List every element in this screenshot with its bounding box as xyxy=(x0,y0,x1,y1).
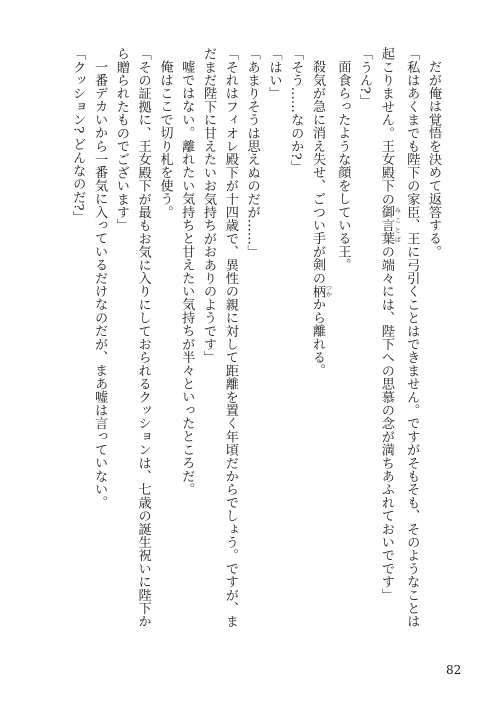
vertical-text-body xyxy=(66,47,444,639)
text-line-10: 「それはフィオレ殿下が十四歳で、異性の親に対して距離を置く年頃だからでしょう。ですが、ま xyxy=(222,47,238,628)
text-line-16: 一番デカいから一番気に入っているだけなのだが、まあ嘘は言っていない。 xyxy=(92,60,108,509)
text-line-15: ら贈られたものでございます」 xyxy=(113,47,129,232)
text-line-1: だが俺は覚悟を決めて返答する。 xyxy=(426,60,441,259)
ruby-annotation: つか xyxy=(324,284,332,298)
text-line-7: 「そう……なのか?」 xyxy=(288,47,304,173)
text-line-5: 面食らったような顔をしている王。 xyxy=(335,60,351,272)
text-line-12: 嘘ではない。離れたい気持ちと甘えたい気持ちが半々といったところだ。 xyxy=(179,60,195,496)
ruby-word xyxy=(378,205,401,246)
text-line-2: 「私はあくまでも陛下の家臣、王に弓引くことはできません。ですがそもそも、そのようなことは xyxy=(404,47,420,628)
text-line-6 xyxy=(306,47,331,639)
text-line-11: だまだ陛下に甘えたいお気持ちがおありのようです」 xyxy=(201,47,217,364)
text-line-9: 「あまりそうは思えぬのだが……」 xyxy=(244,47,260,259)
text-segment: 殺気が急に消え失せ、ごつい手が剣の xyxy=(310,60,326,285)
ruby-base: 柄 xyxy=(310,284,326,298)
text-line-14: 「その証拠に、王女殿下が最もお気に入りにしておられるクッションは、七歳の誕生祝いに陛下か xyxy=(135,47,151,628)
ruby-base: 御言葉 xyxy=(378,205,394,246)
text-line-17: 「クッション? どんなのだ?」 xyxy=(70,47,86,224)
text-line-8: 「はい」 xyxy=(266,47,282,100)
ruby-word xyxy=(310,284,332,298)
ruby-annotation: みことば xyxy=(393,205,401,246)
text-segment: 起こりません。王女殿下の xyxy=(378,47,394,206)
text-segment: から離れる。 xyxy=(310,297,326,377)
text-line-13: 俺はここで切り札を使う。 xyxy=(157,60,173,219)
text-segment: の端々には、陛下への思慕の念が満ちあふれておいでです」 xyxy=(378,245,394,602)
page-number: 82 xyxy=(446,663,462,677)
text-line-4: 「うん?」 xyxy=(357,47,373,107)
text-line-3 xyxy=(375,47,400,639)
